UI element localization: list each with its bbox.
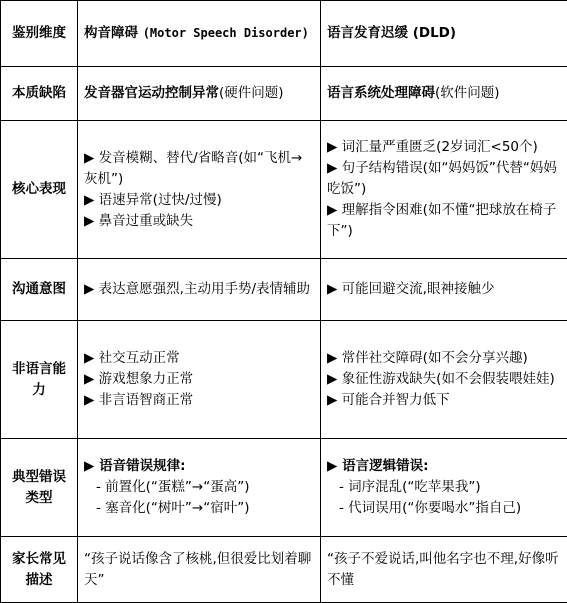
list-item: ▶ 游戏想象力正常: [84, 369, 314, 390]
cell-b-bold: 语言系统处理障碍: [327, 85, 435, 101]
row-label: 核心表现: [1, 121, 78, 259]
list-title: ▶ 语言逻辑错误:: [327, 456, 561, 477]
list-item: - 词序混乱(“吃苹果我”): [327, 477, 561, 498]
cell-b: [321, 439, 567, 537]
cell-a: [78, 439, 321, 537]
list-item: ▶ 非言语智商正常: [84, 390, 314, 411]
list-item: ▶ 句子结构错误(如“妈妈饭”代替“妈妈吃饭”): [327, 158, 561, 200]
list-item: ▶ 词汇量严重匮乏(2岁词汇<50个): [327, 137, 561, 158]
list-item: - 前置化(“蛋糕”→“蛋高”): [84, 477, 314, 498]
list-item: - 塞音化(“树叶”→“宿叶”): [84, 498, 314, 519]
cell-a: [78, 67, 321, 121]
cell-a-rest: (硬件问题): [219, 85, 284, 101]
cell-a: [78, 259, 321, 321]
table-row: [1, 259, 567, 321]
row-label: 沟通意图: [1, 259, 78, 321]
cell-a: [78, 321, 321, 439]
cell-b: [321, 321, 567, 439]
table-row: [1, 321, 567, 439]
row-label: 非语言能力: [1, 321, 78, 439]
list-item: ▶ 发音模糊、替代/省略音(如“飞机→灰机”): [84, 148, 314, 190]
list-item: ▶ 鼻音过重或缺失: [84, 211, 314, 232]
cell-b: “孩子不爱说话,叫他名字也不理,好像听不懂: [321, 537, 567, 603]
row-label: 典型错误类型: [1, 439, 78, 537]
list-item: ▶ 可能合并智力低下: [327, 390, 561, 411]
table-row: [1, 439, 567, 537]
header-col1-cn: 构音障碍: [84, 25, 138, 41]
list-item: ▶ 表达意愿强烈,主动用手势/表情辅助: [84, 279, 314, 300]
header-dimension: 鉴别维度: [1, 1, 78, 67]
cell-a-bold: 发音器官运动控制异常: [84, 85, 219, 101]
list-item: ▶ 语速异常(过快/过慢): [84, 190, 314, 211]
list-item: - 代词误用(“你要喝水”指自己): [327, 498, 561, 519]
cell-b: [321, 259, 567, 321]
header-motor-speech-disorder: [78, 1, 321, 67]
list-item: ▶ 常伴社交障碍(如不会分享兴趣): [327, 348, 561, 369]
table-row: [1, 121, 567, 259]
list-item: ▶ 象征性游戏缺失(如不会假装喂娃娃): [327, 369, 561, 390]
table-row: [1, 67, 567, 121]
cell-b-rest: (软件问题): [435, 85, 500, 101]
header-col1-en: (Motor Speech Disorder): [143, 26, 309, 40]
row-label: 本质缺陷: [1, 67, 78, 121]
header-row: [1, 1, 567, 67]
list-item: ▶ 可能回避交流,眼神接触少: [327, 279, 561, 300]
header-dld: 语言发育迟缓 (DLD): [321, 1, 567, 67]
list-item: ▶ 理解指令困难(如不懂“把球放在椅子下”): [327, 200, 561, 242]
cell-b: [321, 121, 567, 259]
list-item: ▶ 社交互动正常: [84, 348, 314, 369]
cell-b: [321, 67, 567, 121]
row-label: 家长常见描述: [1, 537, 78, 603]
list-title: ▶ 语音错误规律:: [84, 456, 314, 477]
cell-a: “孩子说话像含了核桃,但很爱比划着聊天”: [78, 537, 321, 603]
table-row: [1, 537, 567, 603]
cell-a: [78, 121, 321, 259]
